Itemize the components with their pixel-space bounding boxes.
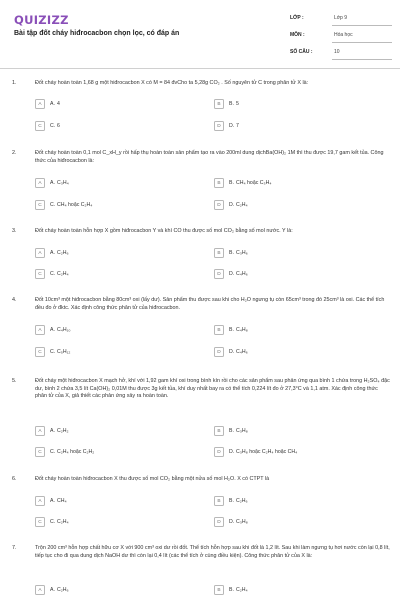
option-letter: C. xyxy=(50,349,56,355)
option-letter: D. xyxy=(229,123,235,129)
option-letter: A. xyxy=(50,101,55,107)
meta-row-question-count xyxy=(290,45,392,62)
option-checkbox[interactable]: D xyxy=(214,121,224,131)
worksheet-meta xyxy=(290,11,392,62)
worksheet-header xyxy=(0,0,400,66)
option-checkbox[interactable]: C xyxy=(35,517,45,527)
option-text: C₂H₆ xyxy=(57,250,69,256)
option-d[interactable] xyxy=(214,347,394,359)
option-letter: A. xyxy=(50,498,55,504)
option-letter: A. xyxy=(50,428,55,434)
meta-row-subject xyxy=(290,28,392,45)
option-letter: D. xyxy=(229,271,235,277)
worksheet-title: Bài tập đốt cháy hiđrocacbon chọn lọc, có đáp án xyxy=(14,30,180,37)
option-letter: B. xyxy=(229,180,234,186)
option-b[interactable] xyxy=(214,178,394,190)
option-b[interactable] xyxy=(214,496,394,508)
option-checkbox[interactable]: B xyxy=(214,496,224,506)
question-text: Đốt 10cm³ một hiđrocacbon bằng 80cm³ oxi (lấy dư). Sản phẩm thu được sau khi cho H₂O ngưng tụ còn 65cm³ trong đó 25cm³ là oxi. Các thể tích đều đo ở đktc. Xác định công thức phân tử của hiđrocacbon. xyxy=(35,297,385,311)
option-text: C₃H₈ xyxy=(236,519,248,525)
option-text: C₄H₁₀ xyxy=(57,327,71,333)
option-a[interactable] xyxy=(35,178,215,190)
option-checkbox[interactable]: C xyxy=(35,447,45,457)
option-letter: A. xyxy=(50,587,55,593)
option-checkbox[interactable]: B xyxy=(214,248,224,258)
option-letter: D. xyxy=(229,349,235,355)
option-text: C₃H₈ hoặc C₂H₄ hoặc CH₄ xyxy=(236,449,298,455)
option-letter: C. xyxy=(50,449,56,455)
option-b[interactable] xyxy=(214,248,394,260)
option-text: C₄H₈ xyxy=(236,327,248,333)
option-d[interactable] xyxy=(214,517,394,529)
option-letter: D. xyxy=(229,519,235,525)
option-b[interactable] xyxy=(214,426,394,438)
meta-underline xyxy=(332,25,392,26)
option-d[interactable] xyxy=(214,447,394,459)
option-text: C₃H₄ xyxy=(57,180,69,186)
option-b[interactable] xyxy=(214,99,394,111)
option-letter: D. xyxy=(229,449,235,455)
meta-value-subject: Hóa học xyxy=(334,32,353,38)
option-text: C₂H₄ xyxy=(236,587,248,593)
header-divider xyxy=(0,68,400,69)
question-number: 1. xyxy=(12,80,17,86)
option-checkbox[interactable]: B xyxy=(214,426,224,436)
option-checkbox[interactable]: A xyxy=(35,248,45,258)
option-c[interactable] xyxy=(35,447,215,459)
option-text: C₂H₆ xyxy=(57,587,69,593)
option-text: C₂H₂ xyxy=(57,428,69,434)
option-letter: B. xyxy=(229,327,234,333)
option-letter: B. xyxy=(229,587,234,593)
option-checkbox[interactable]: D xyxy=(214,517,224,527)
option-checkbox[interactable]: A xyxy=(35,178,45,188)
option-text: CH₄ hoặc C₃H₄ xyxy=(236,180,272,186)
option-letter: C. xyxy=(50,271,56,277)
option-a[interactable] xyxy=(35,585,215,597)
question-number: 2. xyxy=(12,150,17,156)
option-text: C₄H₆ xyxy=(236,271,248,277)
option-text: C₂H₆ xyxy=(236,498,248,504)
question-text: Đốt cháy một hiđrocacbon X mạch hở, khí với 1,92 gam khí oxi trong bình kín rồi cho các sản phẩm sau phản ứng qua bình 1 chứa trong H₂SO₄ đặc dư, bình 2 chứa 3,5 lít Ca(OH)₂ 0,01M thu được 3g kết tủa, khí duy nhất bay ra có thể tích 0,224 lít đo ở 27,3°C và 1,1 atm. Xác định công thức phân tử của X, giả thiết các phản ứng xảy ra hoàn toàn. xyxy=(35,378,390,400)
option-letter: B. xyxy=(229,250,234,256)
option-c[interactable] xyxy=(35,517,215,529)
meta-underline xyxy=(332,59,392,60)
question-number: 3. xyxy=(12,228,17,234)
option-letter: B. xyxy=(229,428,234,434)
option-text: C₂H₄ xyxy=(57,271,69,277)
question-number: 7. xyxy=(12,545,17,551)
option-letter: C. xyxy=(50,202,56,208)
option-letter: D. xyxy=(229,202,235,208)
question-number: 5. xyxy=(12,378,17,384)
option-letter: C. xyxy=(50,123,56,129)
option-d[interactable] xyxy=(214,121,394,133)
option-text: 6 xyxy=(57,123,60,129)
question-text: Đốt cháy hoàn toàn hiđrocacbon X thu được số mol CO₂ bằng một nửa số mol H₂O. X có CTPT là xyxy=(35,476,270,482)
option-checkbox[interactable]: A xyxy=(35,325,45,335)
option-checkbox[interactable]: C xyxy=(35,347,45,357)
option-c[interactable] xyxy=(35,269,215,281)
option-a[interactable] xyxy=(35,99,215,111)
question-text: Trộn 200 cm³ hỗn hợp chất hữu cơ X với 900 cm³ oxi dư rồi đốt. Thể tích hỗn hợp sau khi đốt là 1,2 lít. Sau khi làm ngưng tụ hơi nước còn lại 0,8 lít, tiếp tục cho đi qua dung dịch NaOH dư thì còn lại 0,4 lít (các thể tích ở cùng điều kiện). Công thức phân tử của X là: xyxy=(35,545,390,559)
option-checkbox[interactable]: A xyxy=(35,99,45,109)
option-b[interactable] xyxy=(214,325,394,337)
option-a[interactable] xyxy=(35,496,215,508)
option-a[interactable] xyxy=(35,426,215,438)
option-b[interactable] xyxy=(214,585,394,597)
option-c[interactable] xyxy=(35,347,215,359)
question-number: 4. xyxy=(12,297,17,303)
option-text: C₅H₁₂ xyxy=(57,349,71,355)
meta-row-class xyxy=(290,11,392,28)
option-letter: A. xyxy=(50,250,55,256)
option-checkbox[interactable]: A xyxy=(35,496,45,506)
option-checkbox[interactable]: C xyxy=(35,121,45,131)
option-text: C₄H₆ xyxy=(236,349,248,355)
option-text: 4 xyxy=(57,101,60,107)
option-text: C₃H₆ xyxy=(236,250,248,256)
option-text: 5 xyxy=(236,101,239,107)
option-text: C₂H₄ xyxy=(57,519,69,525)
question-text: Đốt cháy hoàn toàn 1,68 g một hiđrocacbon X có M = 84 đvCho ta 5,28g CO₂ . Số nguyên tử C trong phân tử X là: xyxy=(35,80,309,86)
option-a[interactable] xyxy=(35,248,215,260)
option-text: CH₄ xyxy=(57,498,67,504)
option-c[interactable] xyxy=(35,200,215,212)
option-checkbox[interactable]: C xyxy=(35,200,45,210)
option-letter: C. xyxy=(50,519,56,525)
question-text: Đốt cháy hoàn toàn hỗn hợp X gồm hiđrocacbon Y và khí CO thu được số mol CO₂ bằng số mol nước. Y là: xyxy=(35,228,293,234)
option-letter: A. xyxy=(50,180,55,186)
option-text: C₃H₈ xyxy=(236,428,248,434)
option-text: C₂H₄ xyxy=(236,202,248,208)
option-checkbox[interactable]: D xyxy=(214,269,224,279)
option-checkbox[interactable]: B xyxy=(214,585,224,595)
option-checkbox[interactable]: B xyxy=(214,325,224,335)
question-text: Đốt cháy hoàn toàn 0,1 mol C_xH_y rồi hấp thụ hoàn toàn sản phẩm tạo ra vào 200ml dung dịchBa(OH)₂ 1M thì thu được 19,7 gam kết tủa. Công thức của hiđrocacbon là: xyxy=(35,150,384,164)
option-letter: A. xyxy=(50,327,55,333)
option-c[interactable] xyxy=(35,121,215,133)
option-checkbox[interactable]: D xyxy=(214,447,224,457)
option-text: C₂H₄ hoặc C₂H₂ xyxy=(57,449,95,455)
option-checkbox[interactable]: C xyxy=(35,269,45,279)
meta-underline xyxy=(332,42,392,43)
quizizz-logo: QUIZIZZ xyxy=(14,13,69,27)
meta-label-class: LỚP : xyxy=(290,15,304,21)
option-text: CH₄ hoặc C₂H₄ xyxy=(57,202,93,208)
option-checkbox[interactable]: D xyxy=(214,200,224,210)
option-d[interactable] xyxy=(214,269,394,281)
meta-value-class: Lớp 9 xyxy=(334,15,348,21)
option-letter: B. xyxy=(229,498,234,504)
option-checkbox[interactable]: A xyxy=(35,585,45,595)
option-d[interactable] xyxy=(214,200,394,212)
question-number: 6. xyxy=(12,476,17,482)
meta-value-question-count: 10 xyxy=(334,49,340,55)
option-checkbox[interactable]: A xyxy=(35,426,45,436)
option-letter: B. xyxy=(229,101,234,107)
option-checkbox[interactable]: D xyxy=(214,347,224,357)
option-checkbox[interactable]: B xyxy=(214,99,224,109)
meta-label-subject: MÔN : xyxy=(290,32,305,38)
option-checkbox[interactable]: B xyxy=(214,178,224,188)
meta-label-question-count: SỐ CÂU : xyxy=(290,49,313,55)
option-text: 7 xyxy=(236,123,239,129)
option-a[interactable] xyxy=(35,325,215,337)
